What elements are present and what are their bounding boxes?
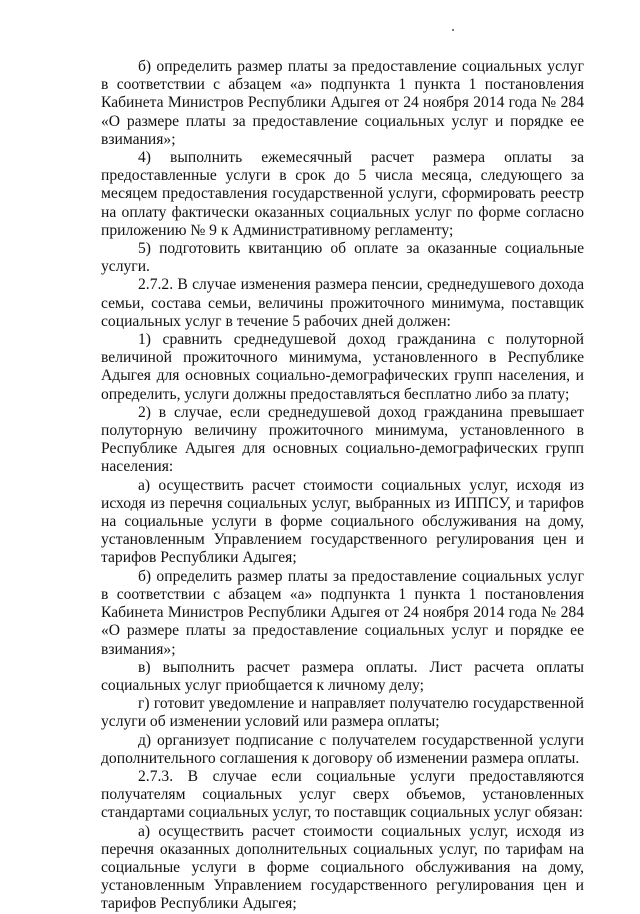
paragraph-a-cost-calculation: а) осуществить расчет стоимости социальных услуг, исходя из исходя из перечня социальных услуг, выбранных из ИППСУ, и тарифов на социальные услуги в форме социального обслуживания на дому, установленным Управлением государственного регулирования цен и тарифов Республики Адыгея; — [101, 476, 584, 567]
paragraph-d-supplementary-agreement: д) организует подписание с получателем государственной услуги дополнительного соглашения к договору об изменении размера оплаты. — [101, 731, 584, 767]
paragraph-2-7-3: 2.7.3. В случае если социальные услуги предоставляются получателям социальных услуг сверх объемов, установленных стандартами социальных услуг, то поставщик социальных услуг обязан: — [101, 767, 584, 822]
paragraph-5-receipt: 5) подготовить квитанцию об оплате за оказанные социальные услуги. — [101, 240, 584, 276]
paragraph-2-income-exceeds: 2) в случае, если среднедушевой доход гражданина превышает полуторную величину прожиточного минимума, установленного в Республике Адыгея для основных социально-демографических групп населения: — [101, 403, 584, 476]
paragraph-g-notification: г) готовит уведомление и направляет получателю государственной услуги об изменении условий или размера оплаты; — [101, 695, 584, 731]
paragraph-2-7-2: 2.7.2. В случае изменения размера пенсии, среднедушевого дохода семьи, состава семьи, величины прожиточного минимума, поставщик социальных услуг в течение 5 рабочих дней должен: — [101, 276, 584, 330]
document-page — [101, 58, 584, 914]
paragraph-v-calculation-sheet: в) выполнить расчет размера оплаты. Лист расчета оплаты социальных услуг приобщается к личному делу; — [101, 658, 584, 694]
paragraph-b-payment-amount-2: б) определить размер платы за предоставление социальных услуг в соответствии с абзацем «а» подпункта 1 пункта 1 постановления Кабинета Министров Республики Адыгея от 24 ноября 2014 года № 284 «О размере платы за предоставление социальных услуг и порядке ее взимания»; — [101, 567, 584, 658]
paragraph-a-additional-services: а) осуществить расчет стоимости социальных услуг, исходя из перечня оказанных дополнительных социальных услуг, по тарифам на социальные услуги в форме социального обслуживания на дому, установленным Управлением государственного регулирования цен и тарифов Республики Адыгея; — [101, 822, 584, 913]
paragraph-4-monthly-calculation: 4) выполнить ежемесячный расчет размера оплаты за предоставленные услуги в срок до 5 числа месяца, следующего за месяцем предоставления государственной услуги, сформировать реестр на оплату фактически оказанных социальных услуг по форме согласно приложению № 9 к Административному регламенту; — [101, 149, 584, 239]
paragraph-b-payment-amount: б) определить размер платы за предоставление социальных услуг в соответствии с абзацем «а» подпункта 1 пункта 1 постановления Кабинета Министров Республики Адыгея от 24 ноября 2014 года № 284 «О размере платы за предоставление социальных услуг и порядке ее взимания»; — [101, 58, 584, 148]
paragraph-1-compare-income: 1) сравнить среднедушевой доход гражданина с полуторной величиной прожиточного минимума, установленного в Республике Адыгея для основных социально-демографических групп населения, и определить, услуги должны предоставляться бесплатно либо за плату; — [101, 331, 584, 403]
scan-artifact-dot — [452, 29, 454, 31]
